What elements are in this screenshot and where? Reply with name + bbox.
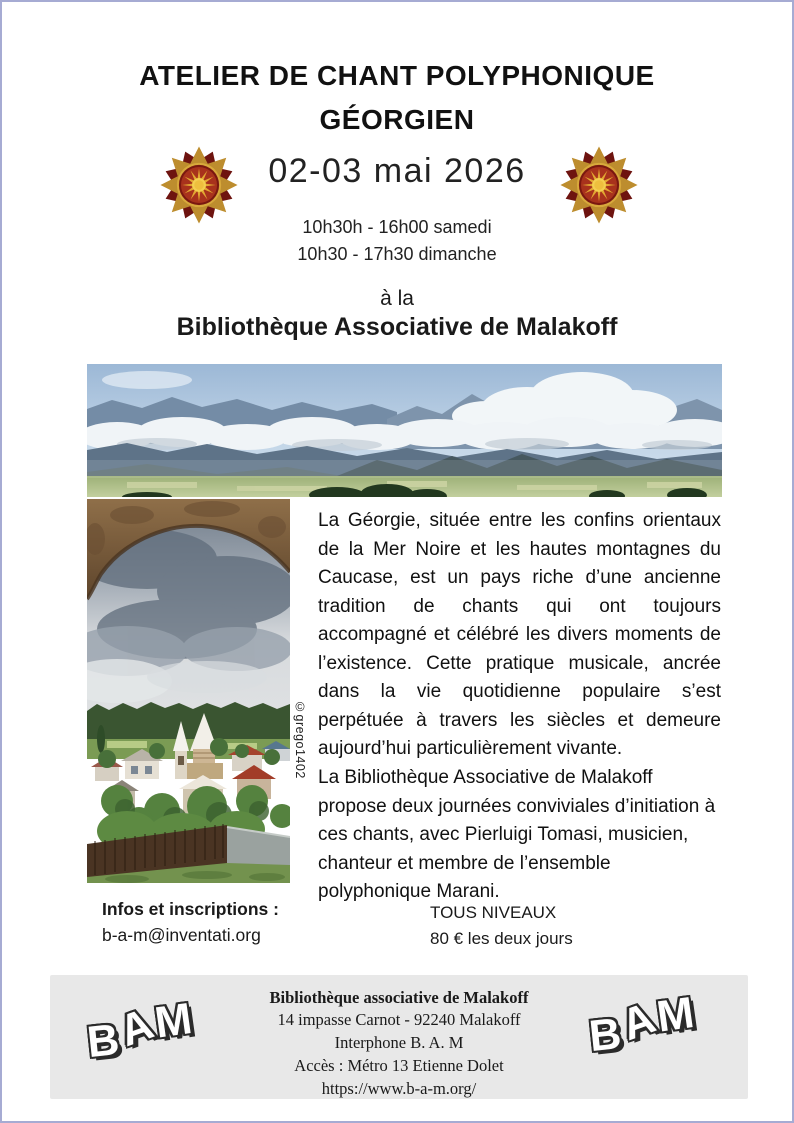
poster-title <box>2 54 792 142</box>
footer-website: https://www.b-a-m.org/ <box>321 1079 477 1098</box>
photo-credit: ©grego1402 <box>293 700 307 779</box>
registration-label: Infos et inscriptions : <box>102 899 279 919</box>
intro-paragraph: La Géorgie, située entre les confins orientaux de la Mer Noire et les hautes montagnes du Caucase, est un pays riche d’une ancienne tradition de chants qui ont toujours accompagné et célébré les divers moments de l’existence. Cette pratique musicale, ancrée dans la vie quotidienne populaire s’est perpétuée à travers les siècles et demeure aujourd’hui particulièrement vivante. <box>318 510 721 759</box>
poster-title-line1: ATELIER DE CHANT POLYPHONIQUE <box>139 60 655 91</box>
registration-email: b-a-m@inventati.org <box>102 925 261 945</box>
village-photo <box>87 499 290 883</box>
bam-letter: A <box>614 992 665 1051</box>
footer-address: 14 impasse Carnot - 92240 Malakoff <box>277 1010 521 1029</box>
footer-interphone: Interphone B. A. M <box>334 1033 464 1052</box>
workshop-paragraph: La Bibliothèque Associative de Malakoff propose deux journées conviviales d’initiation à ces chants, avec Pierluigi Tomasi, musicien, chanteur et membre de l’ensemble polyphonique Marani. <box>318 767 716 902</box>
venue-intro: à la <box>380 287 414 310</box>
schedule-sunday: 10h30 - 17h30 dimanche <box>297 244 497 264</box>
price-text: 80 € les deux jours <box>430 929 573 948</box>
bam-letter: B <box>84 1014 125 1068</box>
event-schedule <box>2 214 792 268</box>
poster-title-line2: GÉORGIEN <box>319 104 475 135</box>
venue-name: Bibliothèque Associative de Malakoff <box>176 313 618 341</box>
bam-letter: B <box>586 1008 627 1062</box>
bam-letter: A <box>112 998 163 1057</box>
panorama-photo <box>87 364 722 497</box>
level-text: TOUS NIVEAUX <box>430 903 557 922</box>
bam-letter: M <box>653 987 700 1042</box>
bam-letter: M <box>151 993 198 1048</box>
footer-access: Accès : Métro 13 Etienne Dolet <box>294 1056 504 1075</box>
event-date: 02-03 mai 2026 <box>268 152 526 190</box>
schedule-saturday: 10h30h - 16h00 samedi <box>302 217 492 237</box>
footer-org-name: Bibliothèque associative de Malakoff <box>269 988 529 1007</box>
